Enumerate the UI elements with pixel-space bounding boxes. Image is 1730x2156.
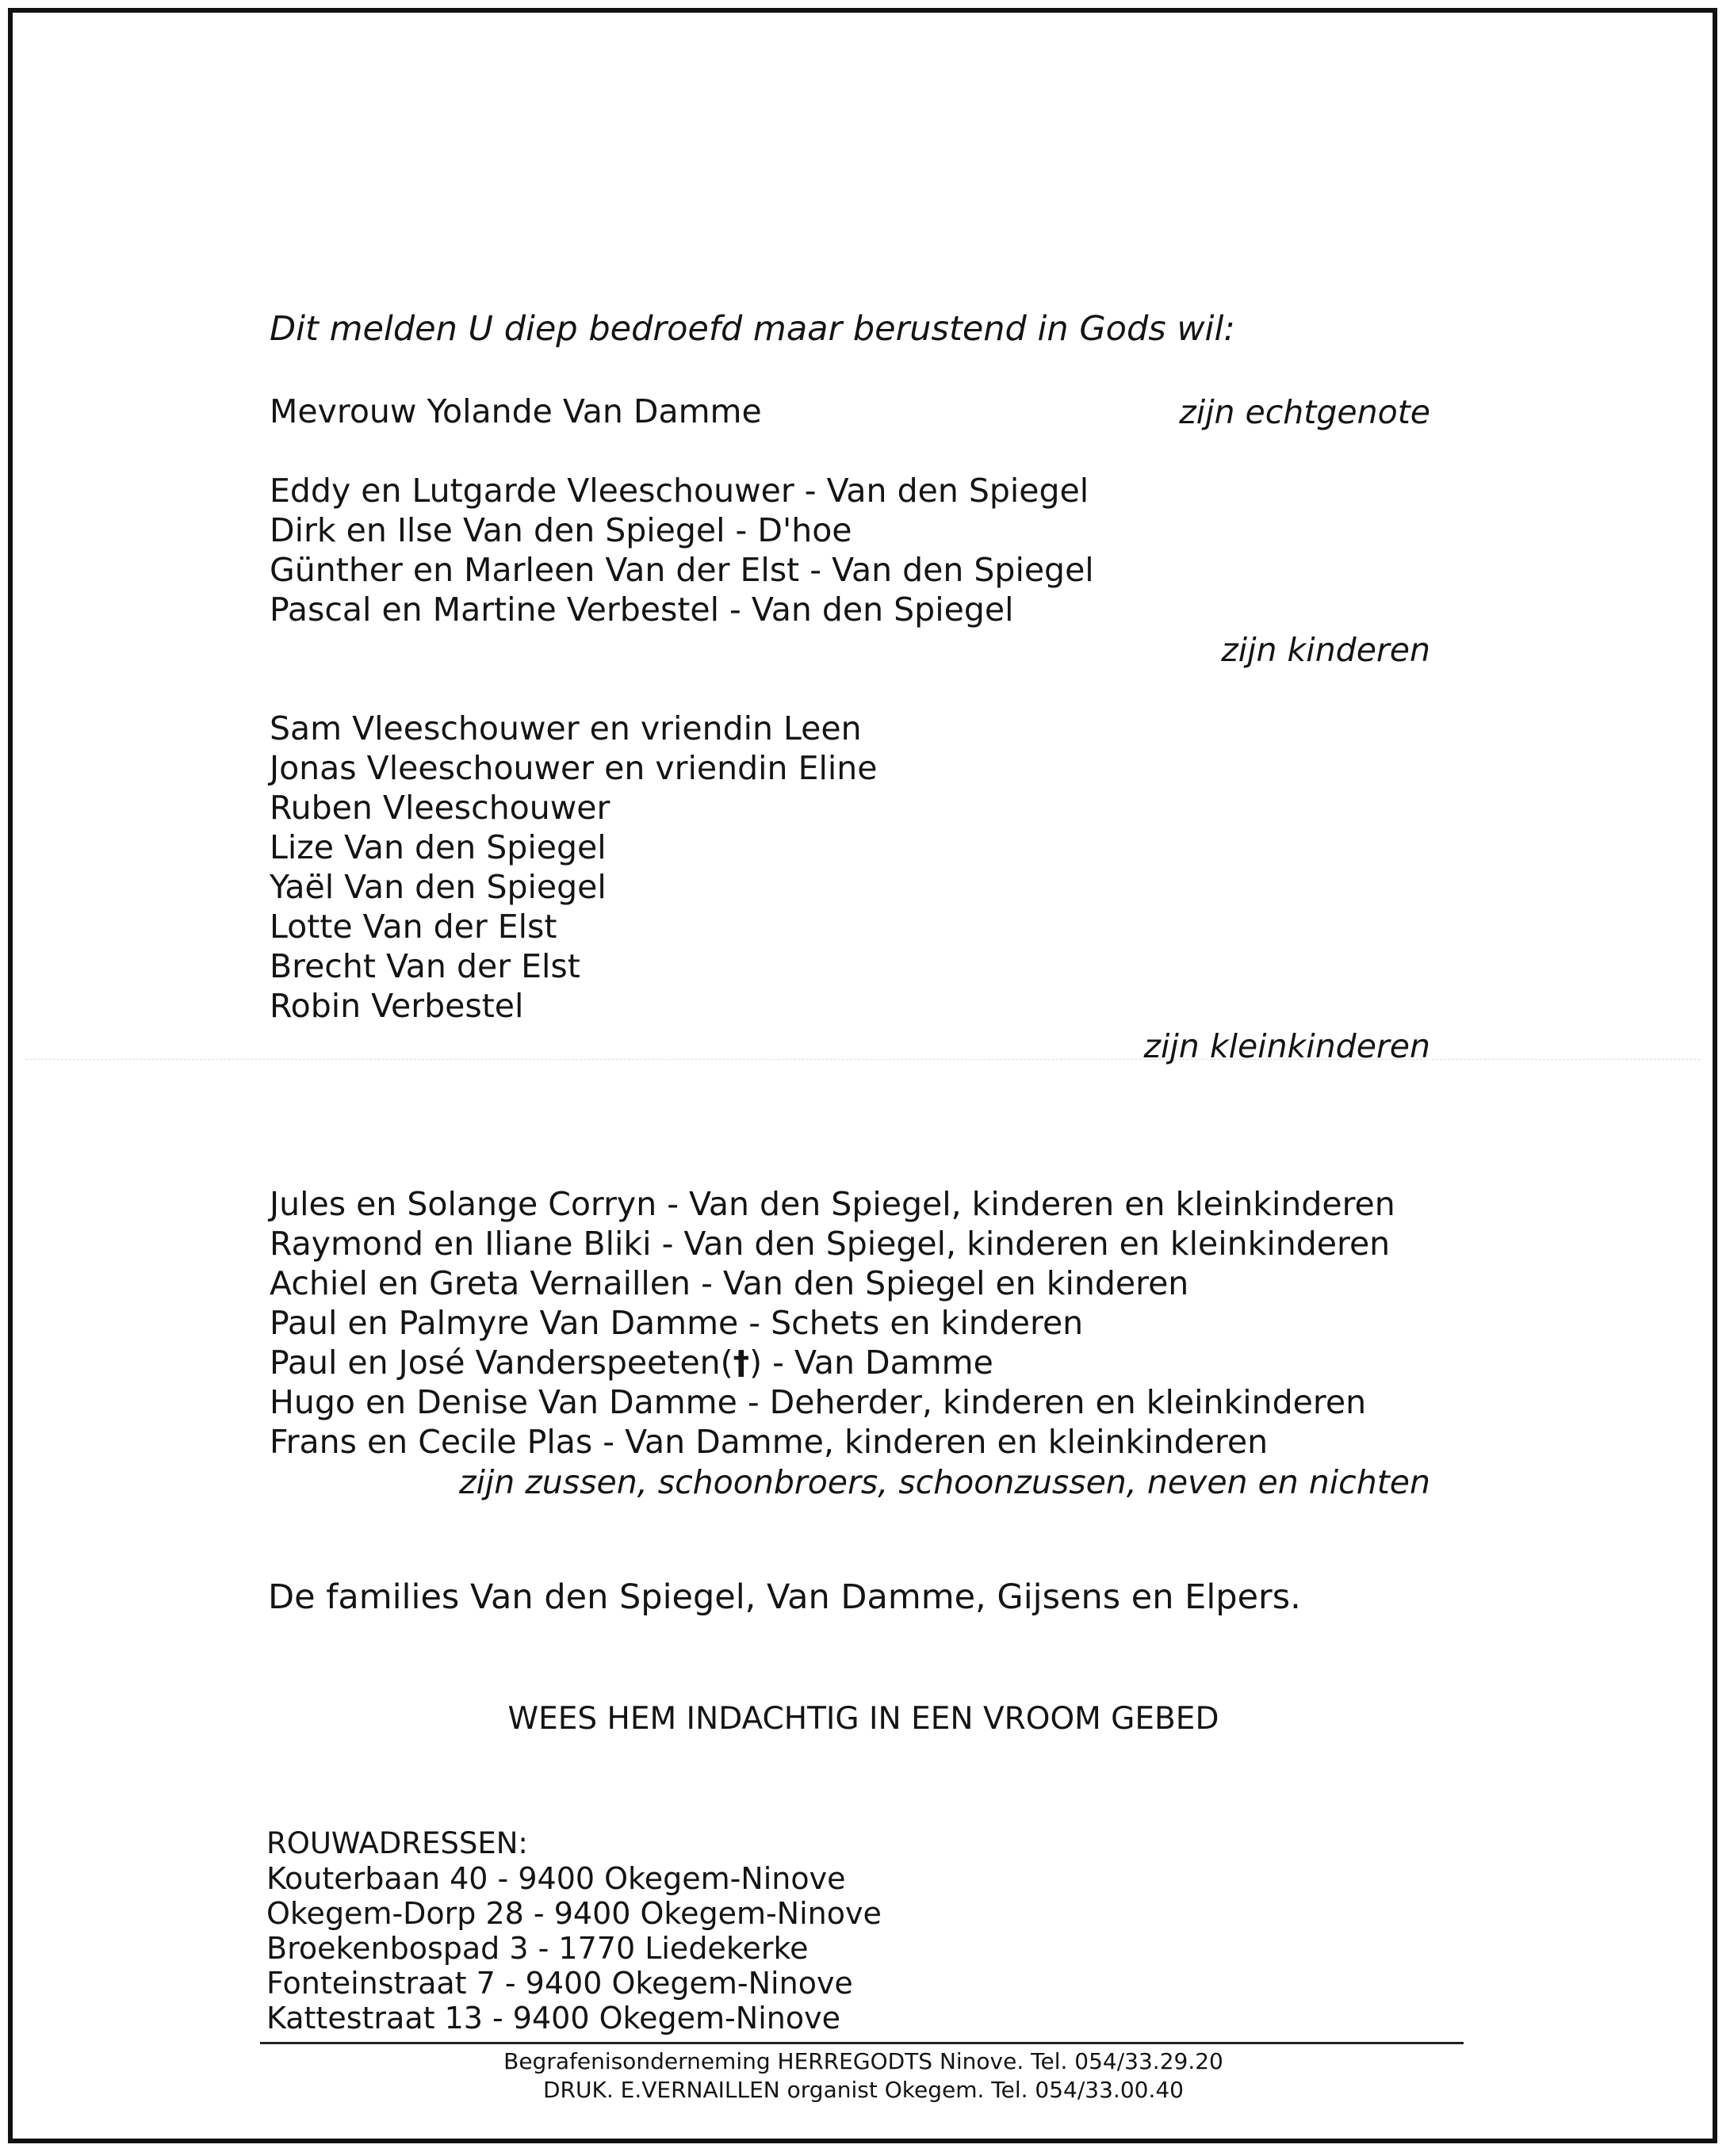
child-line: Pascal en Martine Verbestel - Van den Spiegel bbox=[270, 591, 1014, 629]
sibling-line-deceased bbox=[270, 1343, 993, 1382]
sibling-line: Hugo en Denise Van Damme - Deherder, kinderen en kleinkinderen bbox=[270, 1383, 1367, 1421]
siblings-role: zijn zussen, schoonbroers, schoonzussen, neven en nichten bbox=[458, 1463, 1430, 1501]
cross-icon: † bbox=[733, 1344, 750, 1382]
child-line: Eddy en Lutgarde Vleeschouwer - Van den Spiegel bbox=[270, 472, 1089, 510]
address-line: Fonteinstraat 7 - 9400 Okegem-Ninove bbox=[266, 1966, 853, 2001]
child-line: Dirk en Ilse Van den Spiegel - D'hoe bbox=[270, 511, 852, 549]
child-line: Günther en Marleen Van der Elst - Van den Spiegel bbox=[270, 551, 1094, 589]
fold-line bbox=[25, 1059, 1700, 1060]
sibling-line: Achiel en Greta Vernaillen - Van den Spiegel en kinderen bbox=[270, 1264, 1189, 1302]
sibling-line: Paul en Palmyre Van Damme - Schets en kinderen bbox=[270, 1304, 1084, 1342]
memorial-card bbox=[8, 8, 1717, 2143]
grandchildren-role: zijn kleinkinderen bbox=[1143, 1027, 1430, 1065]
spouse-name: Mevrouw Yolande Van Damme bbox=[270, 392, 762, 430]
prayer-line: WEES HEM INDACHTIG IN EEN VROOM GEBED bbox=[507, 1701, 1219, 1737]
grandchild-line: Jonas Vleeschouwer en vriendin Eline bbox=[270, 749, 878, 787]
address-line: Broekenbospad 3 - 1770 Liedekerke bbox=[266, 1931, 809, 1966]
grandchild-line: Lize Van den Spiegel bbox=[270, 828, 607, 866]
grandchild-line: Lotte Van der Elst bbox=[270, 908, 557, 946]
printer-line: DRUK. E.VERNAILLEN organist Okegem. Tel. 054/33.00.40 bbox=[542, 2077, 1184, 2103]
families-line: De families Van den Spiegel, Van Damme, Gijsens en Elpers. bbox=[268, 1577, 1301, 1617]
sibling-text: Paul en José Vanderspeeten( bbox=[270, 1344, 733, 1382]
grandchild-line: Brecht Van der Elst bbox=[270, 947, 580, 985]
footer-rule bbox=[260, 2042, 1464, 2044]
sibling-line: Jules en Solange Corryn - Van den Spiegel, kinderen en kleinkinderen bbox=[270, 1185, 1395, 1223]
address-line: Okegem-Dorp 28 - 9400 Okegem-Ninove bbox=[266, 1896, 882, 1931]
sibling-line: Raymond en Iliane Bliki - Van den Spiegel, kinderen en kleinkinderen bbox=[270, 1225, 1391, 1263]
intro-text: Dit melden U diep bedroefd maar berustend in Gods wil: bbox=[270, 309, 1235, 349]
grandchild-line: Sam Vleeschouwer en vriendin Leen bbox=[270, 709, 862, 747]
address-line: Kouterbaan 40 - 9400 Okegem-Ninove bbox=[266, 1861, 846, 1896]
grandchild-line: Ruben Vleeschouwer bbox=[270, 789, 610, 827]
grandchild-line: Yaël Van den Spiegel bbox=[270, 868, 607, 906]
sibling-line: Frans en Cecile Plas - Van Damme, kinderen en kleinkinderen bbox=[270, 1423, 1269, 1461]
children-role: zijn kinderen bbox=[1221, 631, 1430, 669]
address-line: Kattestraat 13 - 9400 Okegem-Ninove bbox=[266, 2001, 840, 2036]
addresses-heading: ROUWADRESSEN: bbox=[266, 1826, 528, 1860]
sibling-suffix: ) - Van Damme bbox=[749, 1344, 993, 1382]
grandchild-line: Robin Verbestel bbox=[270, 987, 524, 1025]
spouse-role: zijn echtgenote bbox=[1179, 393, 1430, 431]
undertaker-line: Begrafenisonderneming HERREGODTS Ninove. Tel. 054/33.29.20 bbox=[503, 2048, 1223, 2074]
